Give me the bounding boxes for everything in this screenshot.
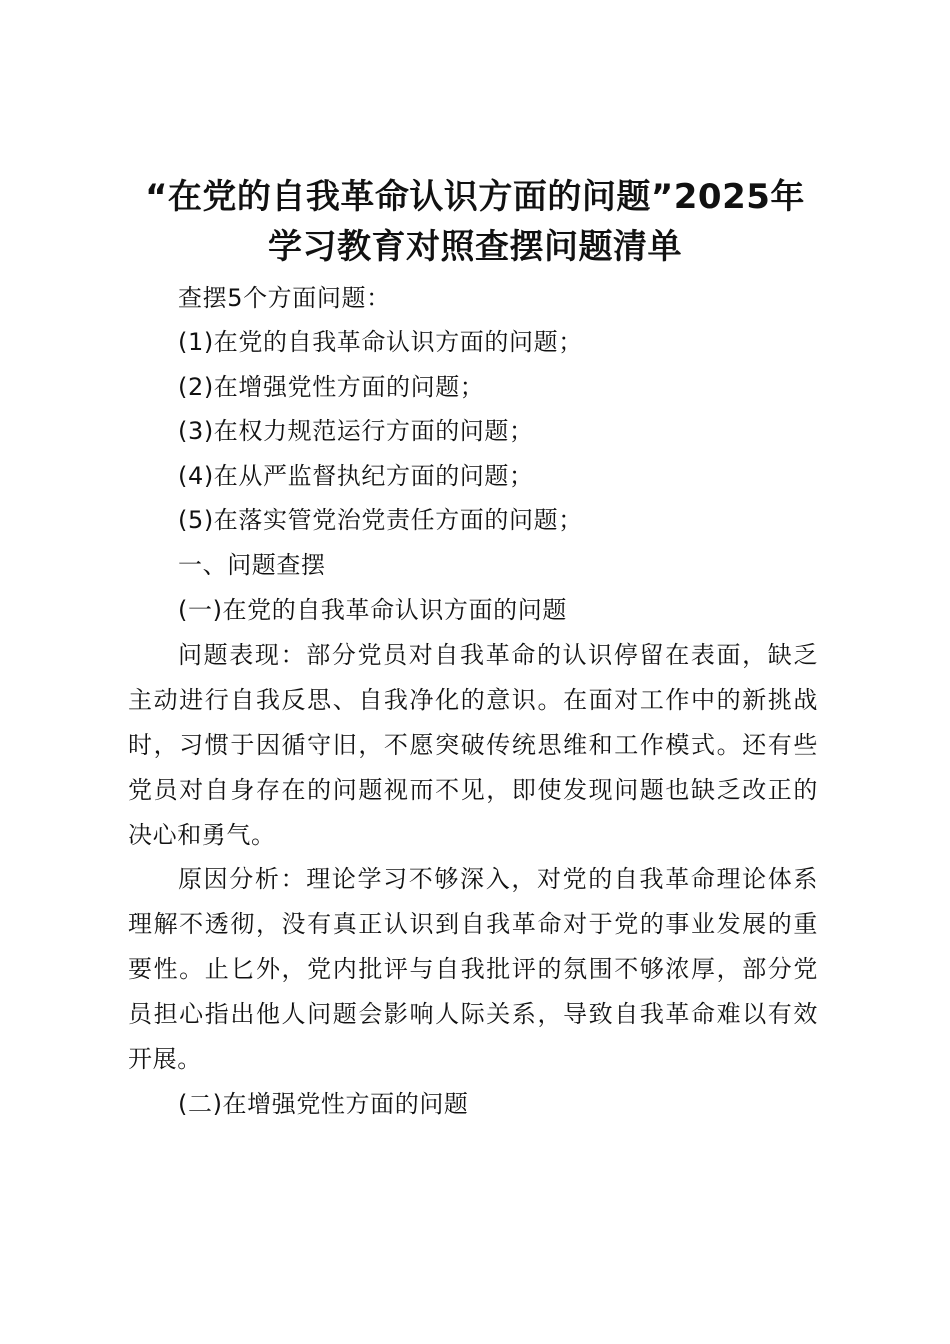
document-title-line-1: “在党的自我革命认识方面的问题”2025年 (145, 177, 805, 217)
document-title-line-2: 学习教育对照查摆问题清单 (268, 227, 682, 267)
paragraph-line: 原因分析：理论学习不够深入，对党的自我革命理论体系 (178, 865, 818, 893)
sub-heading: (一)在党的自我革命认识方面的问题 (178, 596, 567, 624)
list-item: (1)在党的自我革命认识方面的问题； (178, 328, 583, 356)
paragraph-line: 党员对自身存在的问题视而不见，即使发现问题也缺乏改正的 (128, 776, 818, 804)
paragraph-line: 决心和勇气。 (128, 821, 276, 849)
sub-heading: (二)在增强党性方面的问题 (178, 1090, 469, 1118)
paragraph-line: 开展。 (128, 1045, 202, 1073)
paragraph-line: 要性。止匕外，党内批评与自我批评的氛围不够浓厚，部分党 (128, 955, 818, 983)
list-item: (5)在落实管党治党责任方面的问题； (178, 506, 583, 534)
paragraph-line: 时，习惯于因循守旧，不愿突破传统思维和工作模式。还有些 (128, 731, 818, 759)
intro-text: 查摆5个方面问题： (178, 284, 391, 312)
paragraph-line: 员担心指出他人问题会影响人际关系，导致自我革命难以有效 (128, 1000, 818, 1028)
paragraph-line: 理解不透彻，没有真正认识到自我革命对于党的事业发展的重 (128, 910, 818, 938)
paragraph-line: 问题表现：部分党员对自我革命的认识停留在表面，缺乏 (178, 641, 818, 669)
section-heading: 一、问题查摆 (178, 551, 326, 579)
paragraph-line: 主动进行自我反思、自我净化的意识。在面对工作中的新挑战 (128, 686, 818, 714)
list-item: (4)在从严监督执纪方面的问题； (178, 462, 534, 490)
list-item: (3)在权力规范运行方面的问题； (178, 417, 534, 445)
list-item: (2)在增强党性方面的问题； (178, 373, 485, 401)
